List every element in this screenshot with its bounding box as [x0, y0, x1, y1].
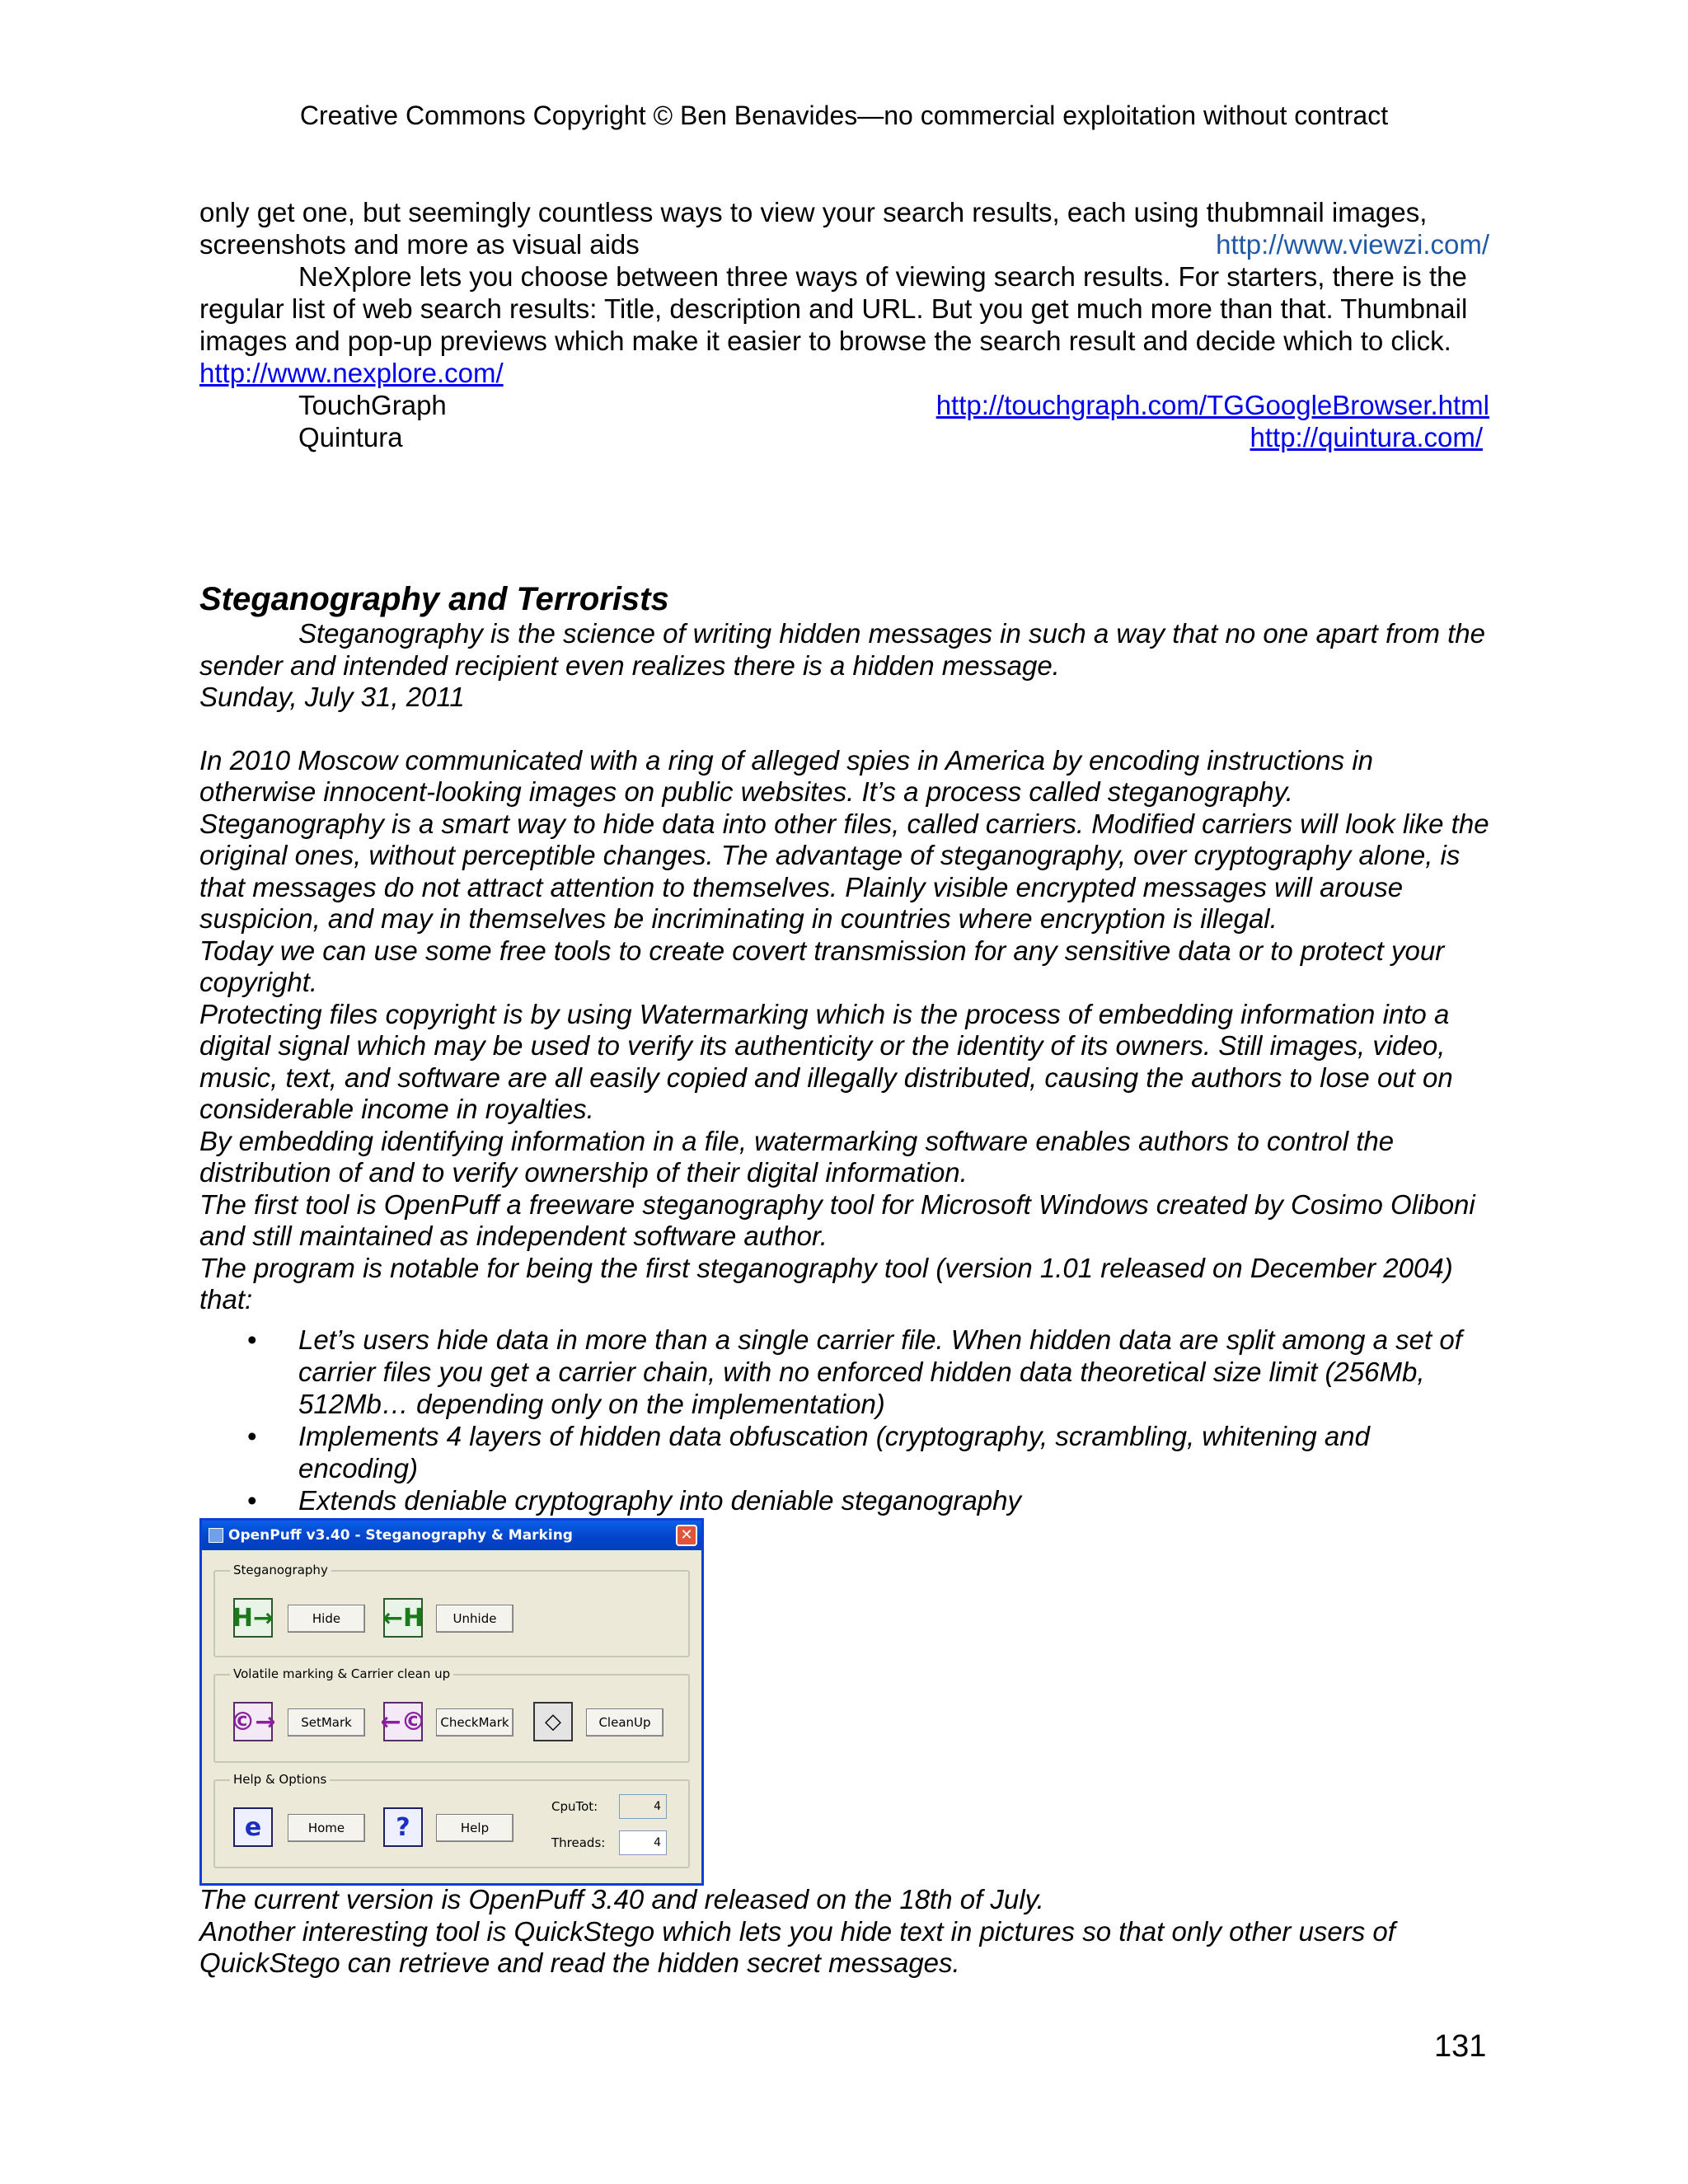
definition: Steganography is the science of writing hidden messages in such a way that no one apart from the sender and intended recipient even realizes there is a hidden message. [199, 618, 1486, 681]
cputot-field: 4 [619, 1794, 667, 1819]
group-label: Volatile marking & Carrier clean up [230, 1666, 453, 1681]
steganography-group [213, 1563, 690, 1657]
intro-line-2-row [199, 228, 1489, 260]
home-button[interactable]: Home [288, 1814, 365, 1842]
help-options-group [213, 1772, 690, 1868]
quintura-link[interactable]: http://quintura.com/ [1250, 422, 1483, 452]
home-icon: e [233, 1807, 273, 1847]
threads-label: Threads: [551, 1835, 606, 1850]
setmark-icon: ©→ [233, 1702, 273, 1741]
intro-line-2: screenshots and more as visual aids [199, 229, 640, 260]
help-icon: ? [383, 1807, 423, 1847]
cleanup-button[interactable]: CleanUp [586, 1708, 663, 1736]
section-title: Steganography and Terrorists [199, 581, 669, 617]
group-label: Help & Options [230, 1772, 330, 1787]
touchgraph-label: TouchGraph [298, 390, 447, 420]
setmark-button[interactable]: SetMark [288, 1708, 365, 1736]
app-icon [209, 1528, 223, 1543]
hide-icon: H→ [233, 1598, 273, 1638]
paragraph-1: In 2010 Moscow communicated with a ring of alleged spies in America by encoding instructions in otherwise innocent-looking images on public websites. It’s a process called steganography. [199, 744, 1374, 807]
list-item: • Implements 4 layers of hidden data obfuscation (cryptography, scrambling, whitening and encoding) [247, 1421, 1370, 1483]
viewzi-link[interactable]: http://www.viewzi.com/ [1216, 229, 1489, 260]
cputot-label: CpuTot: [551, 1799, 598, 1814]
window-title: OpenPuff v3.40 - Steganography & Marking [228, 1527, 573, 1544]
intro-line-1: only get one, but seemingly countless ways to view your search results, each using thubmnail images, [199, 197, 1428, 227]
list-item: • Let’s users hide data in more than a single carrier file. When hidden data are split among a set of carrier files you get a carrier chain, with no enforced hidden data theoretical size limit (256Mb, 512Mb… depending only on the implementation) [247, 1324, 1462, 1419]
threads-input[interactable]: 4 [619, 1830, 667, 1855]
checkmark-button[interactable]: CheckMark [436, 1708, 513, 1736]
eraser-icon: ◇ [533, 1702, 573, 1741]
paragraph-4: Protecting files copyright is by using Watermarking which is the process of embedding information into a digital signal which may be used to verify its authenticity or the identity of its owners. Still images, video, music, text, and software are all easily copied and illegally distributed, causing the authors to lose out on considerable income in royalties. [199, 998, 1453, 1124]
touchgraph-row [199, 389, 1489, 421]
closing-paragraph-1: The current version is OpenPuff 3.40 and released on the 18th of July. [199, 1884, 1044, 1915]
paragraph-2: Steganography is a smart way to hide data into other files, called carriers. Modified carriers will look like the original ones, without perceptible changes. The advantage of steganography, over cryptography alone, is that messages do not attract attention to themselves. Plainly visible encrypted messages will arouse suspicion, and may in themselves be incriminating in countries where encryption is illegal. [199, 808, 1489, 934]
paragraph-6: The first tool is OpenPuff a freeware steganography tool for Microsoft Windows created by Cosimo Oliboni and still maintained as independent software author. [199, 1188, 1475, 1251]
window-titlebar [202, 1521, 701, 1550]
page-header: Creative Commons Copyright © Ben Benavides—no commercial exploitation without contract [299, 101, 1389, 130]
nexplore-link[interactable]: http://www.nexplore.com/ [199, 358, 504, 388]
group-label: Steganography [230, 1563, 331, 1577]
closing-paragraph-2: Another interesting tool is QuickStego which lets you hide text in pictures so that only other users of QuickStego can retrieve and read the hidden secret messages. [199, 1915, 1395, 1978]
touchgraph-link[interactable]: http://touchgraph.com/TGGoogleBrowser.html [935, 390, 1489, 420]
quintura-label: Quintura [298, 422, 403, 452]
article-date: Sunday, July 31, 2011 [199, 682, 465, 712]
help-button[interactable]: Help [436, 1814, 513, 1842]
hide-button[interactable]: Hide [288, 1605, 365, 1633]
openpuff-window [199, 1518, 704, 1886]
unhide-icon: ←H [383, 1598, 423, 1638]
checkmark-icon: ←© [383, 1702, 423, 1741]
page-number: 131 [1434, 2029, 1487, 2064]
closing-block [199, 1884, 1493, 1980]
close-icon[interactable]: ✕ [676, 1525, 697, 1546]
paragraph-7: The program is notable for being the first steganography tool (version 1.01 released on December 2004) that: [199, 1252, 1453, 1315]
unhide-button[interactable]: Unhide [436, 1605, 513, 1633]
paragraph-3: Today we can use some free tools to create covert transmission for any sensitive data or to protect your copyright. [199, 935, 1445, 997]
feature-list [199, 1324, 1493, 1516]
quintura-row [199, 421, 1489, 453]
paragraph-5: By embedding identifying information in a file, watermarking software enables authors to control the distribution of and to verify ownership of their digital information. [199, 1125, 1395, 1188]
marking-group [213, 1666, 690, 1763]
nexplore-paragraph: NeXplore lets you choose between three ways of viewing search results. For starters, there is the regular list of web search results: Title, description and URL. But you get much more than that. Thumbnail images and pop-up previews which make it easier to browse the search result and decide which to click. [199, 261, 1468, 356]
intro-block [199, 196, 1489, 453]
blank-line [199, 714, 1493, 745]
section-body [199, 618, 1493, 1316]
list-item: • Extends deniable cryptography into deniable steganography [247, 1485, 1021, 1516]
